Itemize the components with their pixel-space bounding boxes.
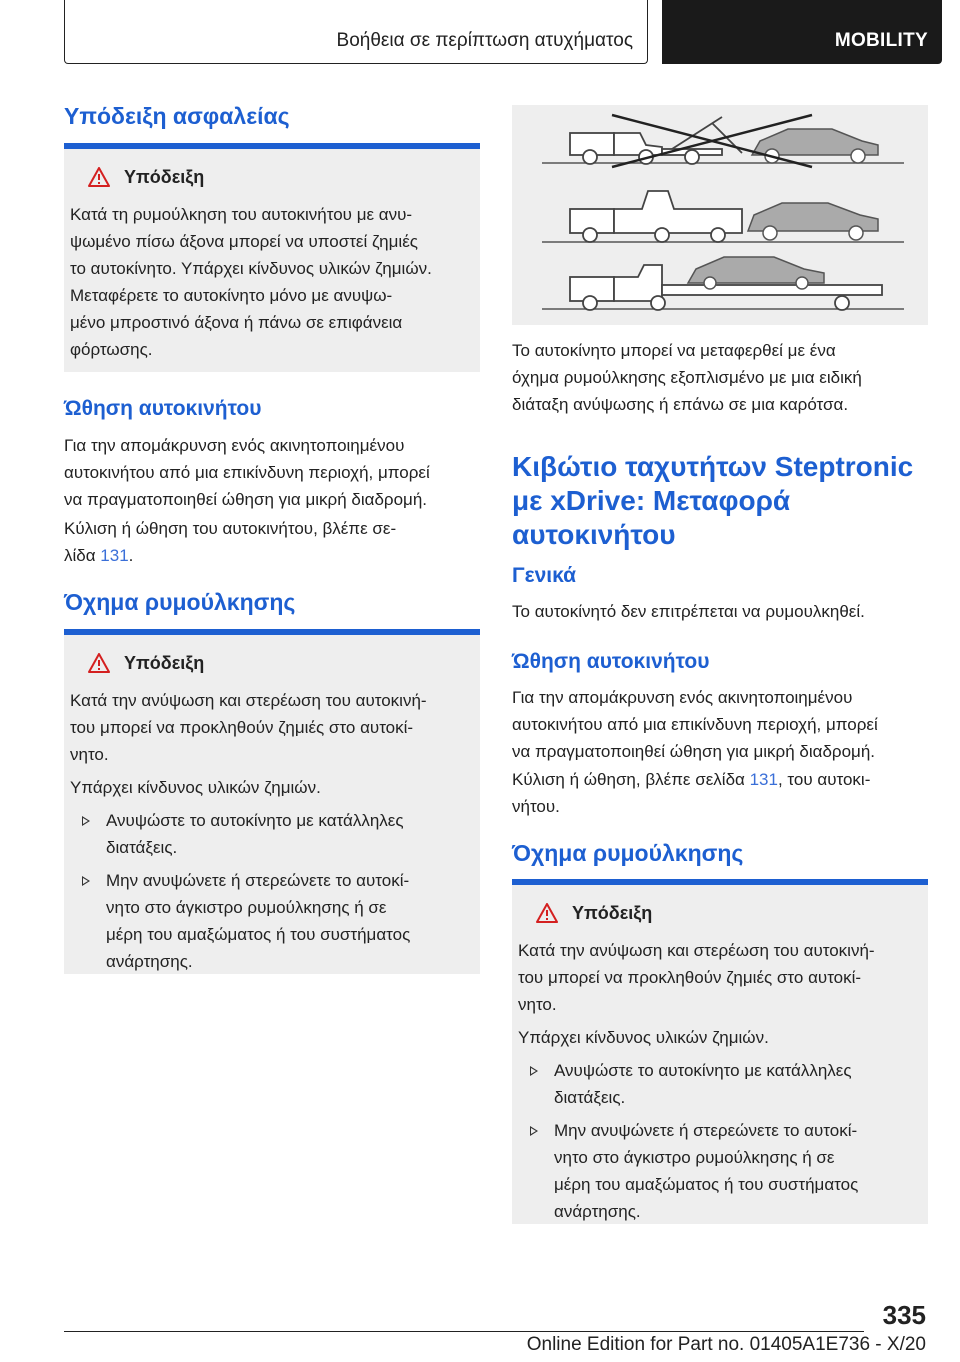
note-title: Υπόδειξη (572, 902, 653, 923)
bullet-line: Μην ανυψώνετε ή στερεώνετε το αυτοκί- (106, 871, 410, 890)
bullet-triangle-icon (530, 1066, 538, 1076)
tow-note-box (512, 879, 928, 1224)
safety-note-box (64, 143, 480, 372)
row2-car (748, 203, 878, 240)
roll-prefix: λίδα (64, 546, 101, 565)
warning-icon (88, 167, 110, 187)
roll-line: Κύλιση ή ώθηση του αυτοκινήτου, βλέπε σε- (64, 519, 397, 538)
bullet-line: Ανυψώστε το αυτοκίνητο με κατάλληλες (554, 1061, 852, 1080)
push-heading: Ώθηση αυτοκινήτου (512, 650, 710, 673)
warning-icon (536, 903, 558, 923)
note-line: νητο. (518, 995, 557, 1014)
steptronic-heading (512, 450, 913, 552)
note-title: Υπόδειξη (124, 166, 205, 187)
note-header (536, 899, 652, 927)
warning-icon (88, 653, 110, 673)
note-line: Κατά τη ρυμούλκηση του αυτοκινήτου με ανυ- (70, 205, 413, 224)
note-line: το αυτοκίνητο. Υπάρχει κίνδυνος υλικών ζημιών. (70, 259, 432, 278)
note-line: φόρτωσης. (70, 340, 153, 359)
caption-line: διάταξη ανύψωσης ή επάνω σε μια καρότσα. (512, 395, 849, 414)
page-number: 335 (882, 1300, 926, 1330)
note-header (88, 163, 204, 191)
roll-suffix: . (128, 546, 134, 565)
row2-truck (570, 191, 742, 242)
bullet-line: Ανυψώστε το αυτοκίνητο με κατάλληλες (106, 811, 404, 830)
note-title: Υπόδειξη (124, 652, 205, 673)
note-body (518, 937, 922, 1225)
bullet-triangle-icon (82, 816, 90, 826)
note-body (70, 687, 474, 975)
bullet-line: μέρη του αμαξώματος ή του συστήματος (106, 925, 411, 944)
bullet-line: Μην ανυψώνετε ή στερεώνετε το αυτοκί- (554, 1121, 858, 1140)
figure-caption (512, 337, 928, 418)
note-line: του μπορεί να προκληθούν ζημιές στο αυτοκί- (70, 718, 414, 737)
roll-suffix: , του αυτοκι- (777, 770, 871, 789)
footer-edition: Online Edition for Part no. 01405A1E736 - X/20 (526, 1334, 926, 1355)
bullet-line: ανάρτησης. (554, 1202, 641, 1221)
bullet-item (70, 867, 474, 975)
note-body (70, 201, 474, 363)
header-section-box (64, 0, 648, 64)
bullet-line: νητο στο άγκιστρο ρυμούλκησης ή σε (106, 898, 387, 917)
note-header (88, 649, 204, 677)
note-line: Κατά την ανύψωση και στερέωση του αυτοκινή- (70, 691, 427, 710)
general-text: Το αυτοκίνητό δεν επιτρέπεται να ρυμουλκηθεί. (512, 602, 865, 621)
push-line: να πραγματοποιηθεί ώθηση για μικρή διαδρομή. (512, 742, 876, 761)
header-section-title: Βοήθεια σε περίπτωση ατυχήματος (336, 30, 633, 51)
caption-line: όχημα ρυμούλκησης εξοπλισμένο με μια ειδική (512, 368, 862, 387)
page-ref-link[interactable]: 131 (100, 546, 129, 565)
bullet-line: μέρη του αμαξώματος ή του συστήματος (554, 1175, 859, 1194)
bullet-line: ανάρτησης. (106, 952, 193, 971)
push-line: Για την απομάκρυνση ενός ακινητοποιημένου (512, 688, 853, 707)
bullet-item (518, 1057, 922, 1111)
bullet-line: νητο στο άγκιστρο ρυμούλκησης ή σε (554, 1148, 835, 1167)
bullet-item (518, 1117, 922, 1225)
general-heading: Γενικά (512, 564, 577, 587)
bullet-line: διατάξεις. (554, 1088, 626, 1107)
roll-paragraph (512, 766, 928, 820)
safety-heading: Υπόδειξη ασφαλείας (64, 103, 290, 129)
note-line: Μεταφέρετε το αυτοκίνητο μόνο με ανυψω- (70, 286, 393, 305)
towing-illustration (512, 105, 928, 325)
tow-heading: Όχημα ρυμούλκησης (64, 589, 296, 615)
roll-paragraph (64, 515, 480, 569)
heading-line: αυτοκινήτου (512, 519, 676, 550)
roll-line: νήτου. (512, 797, 560, 816)
row1-car (752, 129, 878, 163)
note-line: του μπορεί να προκληθούν ζημιές στο αυτοκί- (518, 968, 862, 987)
roll-prefix: Κύλιση ή ώθηση, βλέπε σελίδα (512, 770, 750, 789)
heading-line: Κιβώτιο ταχυτήτων Steptronic (512, 451, 914, 482)
note-risk: Υπάρχει κίνδυνος υλικών ζημιών. (518, 1028, 769, 1047)
tow-truck-illustration (512, 105, 928, 325)
note-bullet-list (518, 1057, 922, 1225)
note-line: νητο. (70, 745, 109, 764)
push-paragraph (64, 432, 480, 513)
push-line: Για την απομάκρυνση ενός ακινητοποιημένου (64, 436, 405, 455)
note-line: μένο μπροστινό άξονα ή πάνω σε επιφάνεια (70, 313, 403, 332)
bullet-item (70, 807, 474, 861)
footer-divider (64, 1331, 864, 1332)
bullet-triangle-icon (82, 876, 90, 886)
page-ref-link[interactable]: 131 (749, 770, 778, 789)
note-line: Κατά την ανύψωση και στερέωση του αυτοκινή- (518, 941, 875, 960)
push-paragraph (512, 684, 928, 765)
note-bullet-list (70, 807, 474, 975)
push-line: αυτοκινήτου από μια επικίνδυνη περιοχή, μπορεί (64, 463, 430, 482)
tow-note-box (64, 629, 480, 974)
tow-heading: Όχημα ρυμούλκησης (512, 840, 744, 866)
heading-line: με xDrive: Μεταφορά (512, 485, 791, 516)
header-category-box (662, 0, 942, 64)
push-heading: Ώθηση αυτοκινήτου (64, 397, 262, 420)
push-line: να πραγματοποιηθεί ώθηση για μικρή διαδρομή. (64, 490, 428, 509)
roll-line (512, 766, 928, 793)
caption-line: Το αυτοκίνητο μπορεί να μεταφερθεί με ένα (512, 341, 836, 360)
header-category-label: MOBILITY (834, 30, 928, 51)
push-line: αυτοκινήτου από μια επικίνδυνη περιοχή, μπορεί (512, 715, 878, 734)
note-line: ψωμένο πίσω άξονα μπορεί να υποστεί ζημιές (70, 232, 418, 251)
roll-line (64, 542, 480, 569)
note-risk: Υπάρχει κίνδυνος υλικών ζημιών. (70, 778, 321, 797)
bullet-line: διατάξεις. (106, 838, 178, 857)
bullet-triangle-icon (530, 1126, 538, 1136)
